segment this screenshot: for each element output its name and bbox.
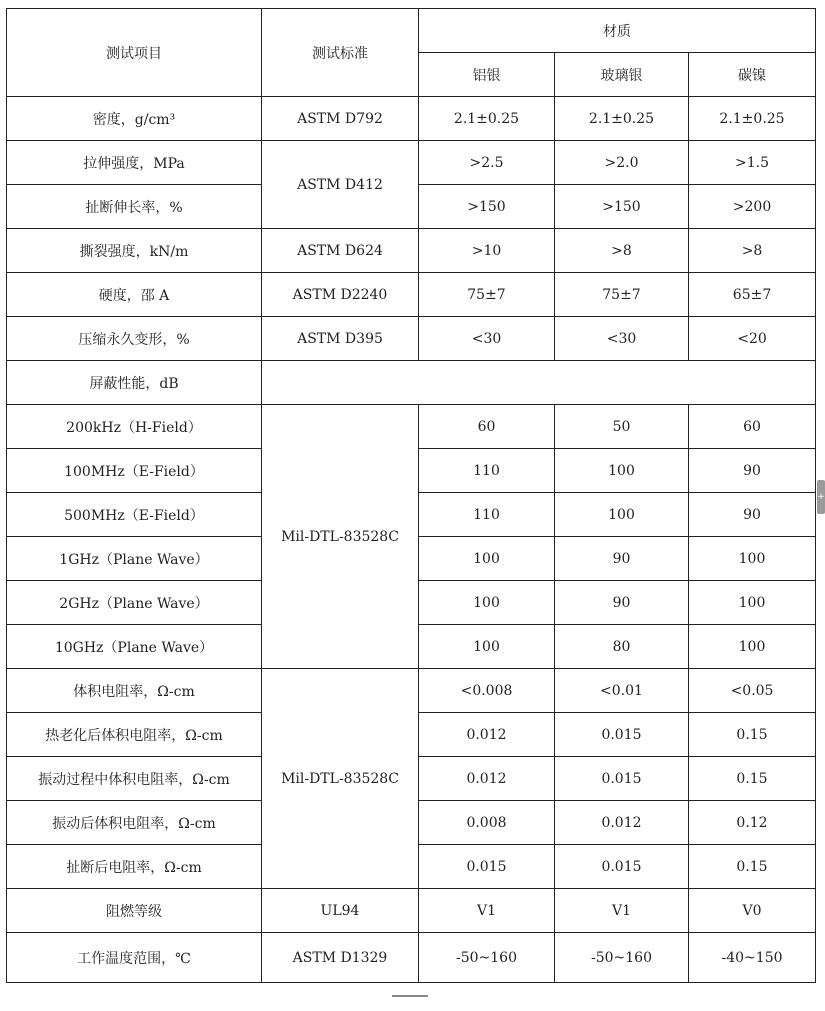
row-value: 2.1±0.25 <box>555 97 689 141</box>
row-item: 1GHz（Plane Wave） <box>7 537 262 581</box>
row-value: >2.0 <box>555 141 689 185</box>
row-value: <0.05 <box>689 669 816 713</box>
row-standard: ASTM D624 <box>262 229 419 273</box>
row-item: 阻燃等级 <box>7 889 262 933</box>
row-value: 80 <box>555 625 689 669</box>
row-value: 60 <box>419 405 555 449</box>
row-value: 2.1±0.25 <box>689 97 816 141</box>
row-value: 100 <box>689 581 816 625</box>
row-item: 500MHz（E-Field） <box>7 493 262 537</box>
row-value: >150 <box>555 185 689 229</box>
row-value: >2.5 <box>419 141 555 185</box>
row-item: 撕裂强度，kN/m <box>7 229 262 273</box>
row-value: 2.1±0.25 <box>419 97 555 141</box>
row-item: 2GHz（Plane Wave） <box>7 581 262 625</box>
row-value: 100 <box>419 581 555 625</box>
row-value: 90 <box>689 493 816 537</box>
row-value: 0.012 <box>555 801 689 845</box>
row-item: 振动过程中体积电阻率，Ω-cm <box>7 757 262 801</box>
table-row <box>7 889 816 933</box>
row-value: 0.015 <box>555 845 689 889</box>
row-value: 0.015 <box>555 713 689 757</box>
table-row <box>7 317 816 361</box>
table-row <box>7 141 816 185</box>
row-value: -50~160 <box>555 933 689 983</box>
row-standard: ASTM D395 <box>262 317 419 361</box>
row-item: 密度，g/cm³ <box>7 97 262 141</box>
row-value: 90 <box>689 449 816 493</box>
row-value: >150 <box>419 185 555 229</box>
row-value: 0.012 <box>419 713 555 757</box>
row-item: 扯断伸长率，% <box>7 185 262 229</box>
row-value: >10 <box>419 229 555 273</box>
row-item: 扯断后电阻率，Ω-cm <box>7 845 262 889</box>
row-value: 110 <box>419 449 555 493</box>
row-value: <0.008 <box>419 669 555 713</box>
row-value: 0.15 <box>689 845 816 889</box>
row-value: 100 <box>689 537 816 581</box>
table-row <box>7 229 816 273</box>
row-value: <0.01 <box>555 669 689 713</box>
row-item: 拉伸强度，MPa <box>7 141 262 185</box>
row-standard: Mil-DTL-83528C <box>262 669 419 889</box>
row-value: 100 <box>689 625 816 669</box>
row-value: 0.008 <box>419 801 555 845</box>
row-value: V1 <box>555 889 689 933</box>
row-value: 100 <box>419 537 555 581</box>
row-item: 工作温度范围，℃ <box>7 933 262 983</box>
row-item: 振动后体积电阻率，Ω-cm <box>7 801 262 845</box>
header-material-1: 铝银 <box>419 53 555 97</box>
table-row <box>7 669 816 713</box>
row-value: <30 <box>419 317 555 361</box>
row-standard: ASTM D2240 <box>262 273 419 317</box>
row-value: 75±7 <box>419 273 555 317</box>
row-item: 10GHz（Plane Wave） <box>7 625 262 669</box>
table-row <box>7 361 816 405</box>
row-standard: ASTM D412 <box>262 141 419 229</box>
row-value: 0.015 <box>419 845 555 889</box>
row-value: 0.012 <box>419 757 555 801</box>
header-material: 材质 <box>419 9 816 53</box>
table-row <box>7 933 816 983</box>
scroll-indicator <box>392 995 428 997</box>
row-value: >8 <box>555 229 689 273</box>
header-material-3: 碳镍 <box>689 53 816 97</box>
row-value: 0.015 <box>555 757 689 801</box>
row-value: 100 <box>555 493 689 537</box>
row-value: 100 <box>419 625 555 669</box>
row-item: 体积电阻率，Ω-cm <box>7 669 262 713</box>
row-value: 75±7 <box>555 273 689 317</box>
row-value: -40~150 <box>689 933 816 983</box>
row-value: 65±7 <box>689 273 816 317</box>
row-value: 90 <box>555 581 689 625</box>
row-value: V1 <box>419 889 555 933</box>
row-value: >8 <box>689 229 816 273</box>
row-value: 60 <box>689 405 816 449</box>
row-value: 100 <box>555 449 689 493</box>
table-resize-handle[interactable]: + <box>817 480 825 514</box>
row-item: 200kHz（H-Field） <box>7 405 262 449</box>
row-standard: ASTM D792 <box>262 97 419 141</box>
spec-table <box>6 8 816 983</box>
row-value: <20 <box>689 317 816 361</box>
row-value: V0 <box>689 889 816 933</box>
table-row <box>7 273 816 317</box>
row-item: 压缩永久变形，% <box>7 317 262 361</box>
row-value: >200 <box>689 185 816 229</box>
row-item-section: 屏蔽性能，dB <box>7 361 262 405</box>
row-value: 90 <box>555 537 689 581</box>
row-standard: ASTM D1329 <box>262 933 419 983</box>
row-value: 110 <box>419 493 555 537</box>
row-value: >1.5 <box>689 141 816 185</box>
table-row <box>7 97 816 141</box>
empty-cell <box>262 361 816 405</box>
row-value: -50~160 <box>419 933 555 983</box>
header-material-2: 玻璃银 <box>555 53 689 97</box>
row-item: 热老化后体积电阻率，Ω-cm <box>7 713 262 757</box>
header-test-standard: 测试标准 <box>262 9 419 97</box>
row-item: 100MHz（E-Field） <box>7 449 262 493</box>
row-value: 0.15 <box>689 757 816 801</box>
row-value: <30 <box>555 317 689 361</box>
row-standard: UL94 <box>262 889 419 933</box>
row-standard: Mil-DTL-83528C <box>262 405 419 669</box>
row-value: 50 <box>555 405 689 449</box>
row-value: 0.12 <box>689 801 816 845</box>
row-value: 0.15 <box>689 713 816 757</box>
row-item: 硬度，邵 A <box>7 273 262 317</box>
table-row <box>7 405 816 449</box>
header-test-item: 测试项目 <box>7 9 262 97</box>
